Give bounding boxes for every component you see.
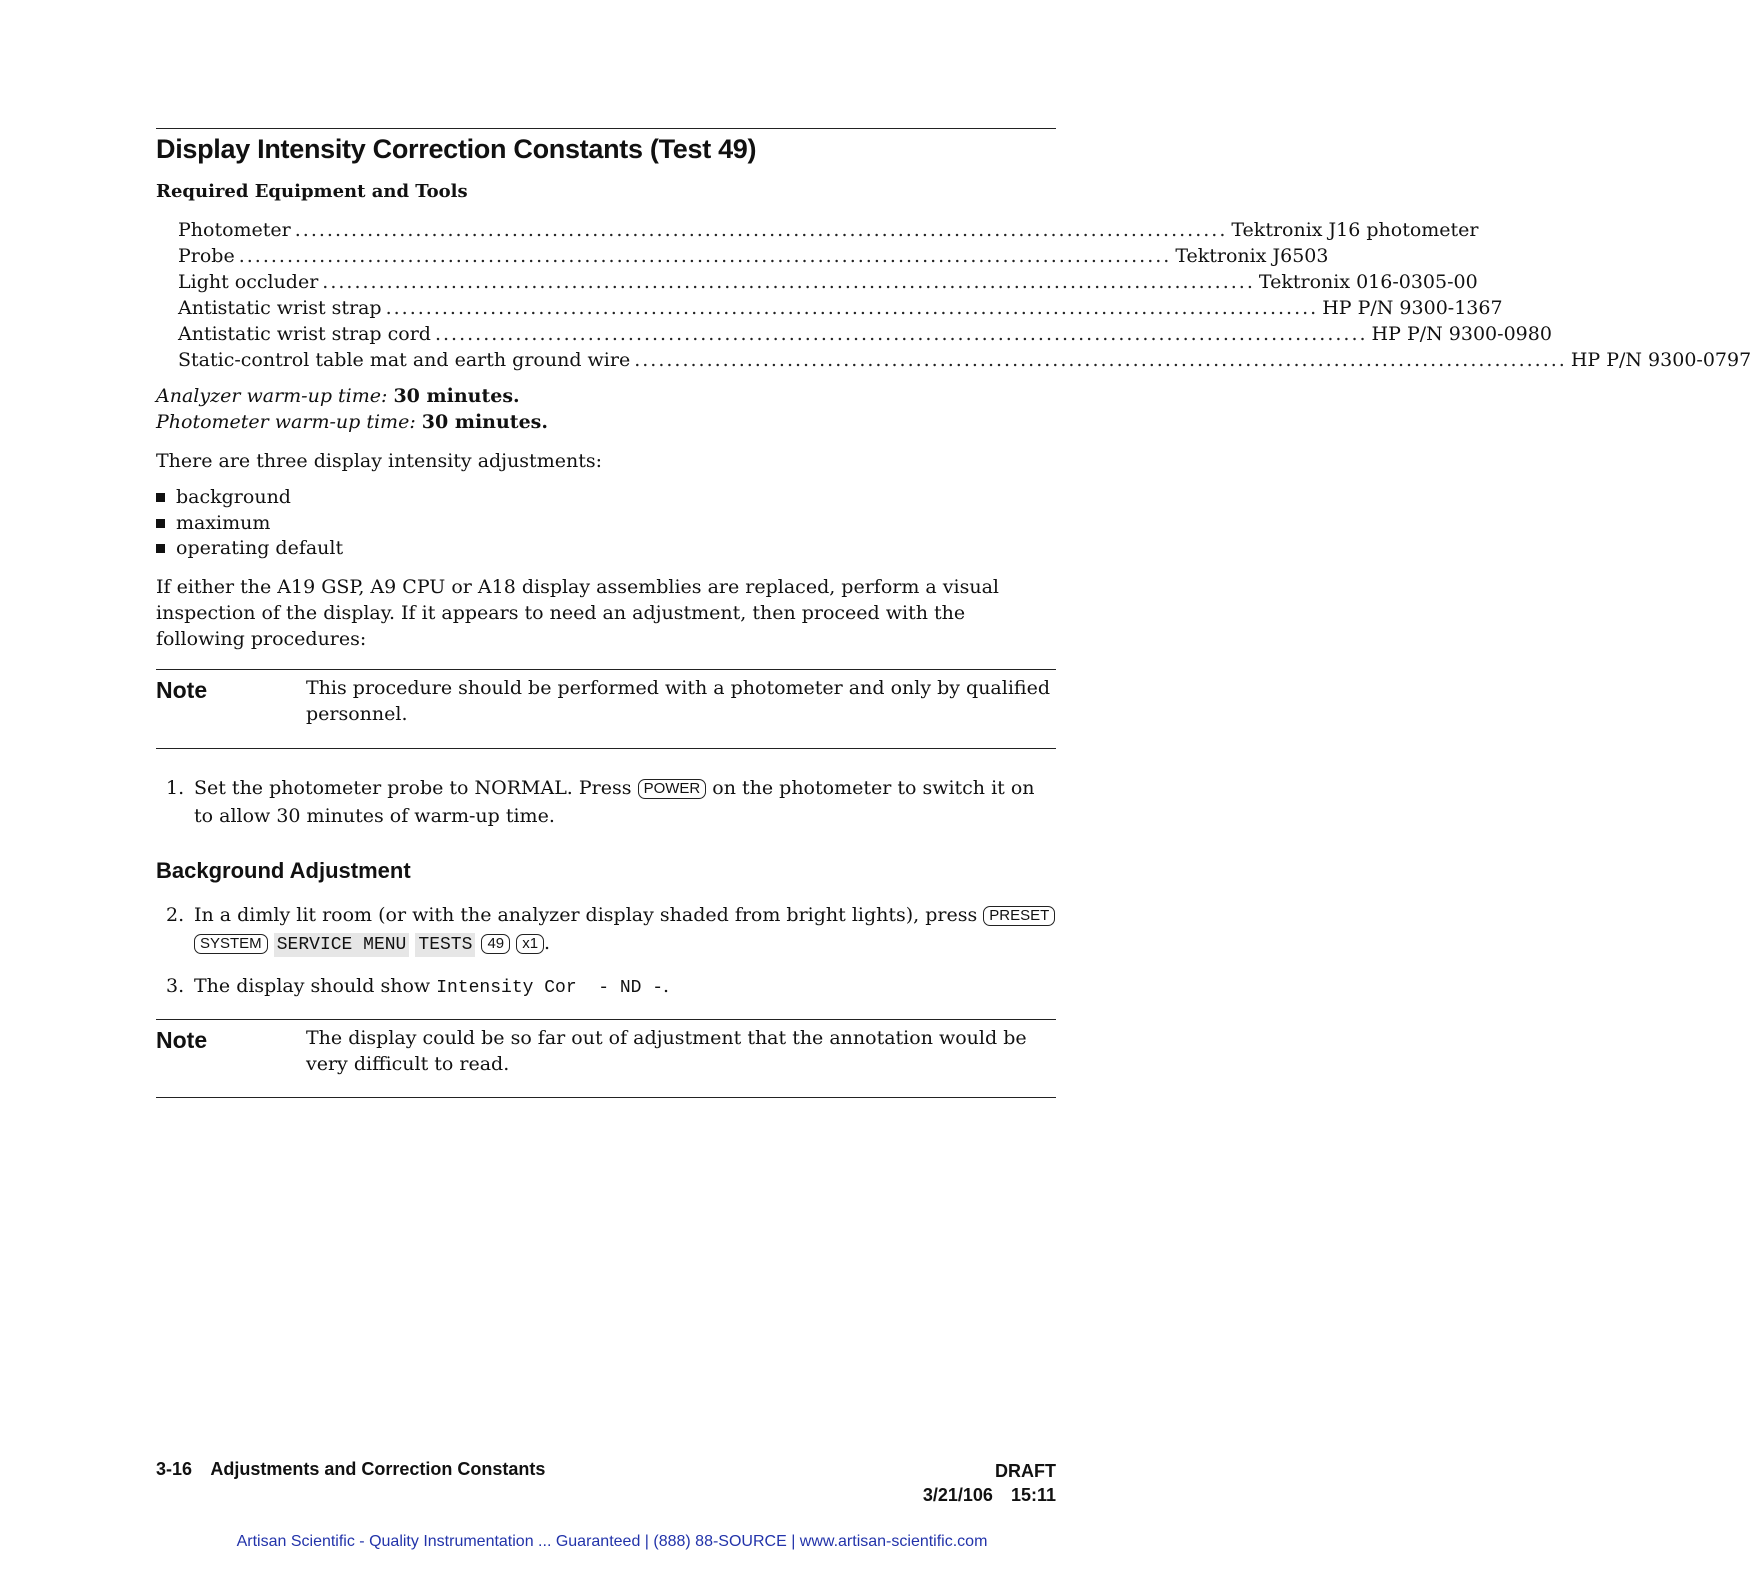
step-text: The display should show	[194, 975, 431, 997]
note-top-rule	[156, 1019, 1056, 1020]
step-text: Set the photometer probe to NORMAL. Press	[194, 777, 632, 799]
step-end: .	[544, 932, 551, 954]
dot-leader: ....................................................................................................................	[385, 297, 1319, 319]
equipment-row	[178, 243, 1329, 269]
section-title: Display Intensity Correction Constants (Test 49)	[156, 134, 757, 164]
step-number: 2.	[166, 904, 185, 926]
key-49[interactable]: 49	[481, 934, 510, 954]
list-item-text: operating default	[176, 537, 344, 559]
equipment-row	[178, 321, 1552, 347]
note-text: This procedure should be performed with a photometer and only by qualified personnel.	[306, 677, 1050, 725]
equipment-name: Probe	[178, 245, 235, 267]
equipment-row	[178, 217, 1479, 243]
page-number: 3-16	[156, 1459, 193, 1479]
note-bottom-rule	[156, 748, 1056, 749]
bullet-square-icon	[156, 519, 165, 528]
note-label: Note	[156, 1027, 208, 1053]
photometer-warmup-label: Photometer warm-up time:	[156, 411, 416, 433]
procedure-paragraph: If either the A19 GSP, A9 CPU or A18 display assemblies are replaced, perform a visual inspection of the display. If it appears to need an adjustment, then proceed with the following procedures:	[156, 576, 999, 650]
step-2	[166, 901, 1056, 957]
footer-section-title: Adjustments and Correction Constants	[210, 1459, 546, 1479]
required-equipment-heading: Required Equipment and Tools	[156, 181, 468, 202]
display-readout: Intensity Cor - ND -	[436, 978, 664, 998]
note-label: Note	[156, 677, 208, 703]
equipment-value: Tektronix J6503	[1175, 245, 1329, 267]
warmup-times	[156, 383, 548, 435]
dot-leader: ....................................................................................................................	[294, 219, 1228, 241]
vendor-banner-link[interactable]: Artisan Scientific - Quality Instrumentation ... Guaranteed | (888) 88-SOURCE | www.artisan-scientific.com	[236, 1533, 988, 1550]
step-body	[194, 972, 1056, 1002]
equipment-row	[178, 269, 1478, 295]
step-3	[166, 972, 1056, 1002]
step-number: 1.	[166, 777, 185, 799]
equipment-name: Antistatic wrist strap	[178, 297, 382, 319]
service-menu-softkey[interactable]: SERVICE MENU	[274, 933, 410, 957]
dot-leader: ....................................................................................................................	[322, 271, 1255, 293]
system-key[interactable]: SYSTEM	[194, 934, 268, 954]
step-1	[166, 774, 1056, 830]
note-top-rule	[156, 669, 1056, 670]
analyzer-warmup-label: Analyzer warm-up time:	[156, 385, 388, 407]
equipment-value: HP P/N 9300-0797	[1570, 349, 1751, 371]
equipment-name: Photometer	[178, 219, 291, 241]
bullet-square-icon	[156, 544, 165, 553]
footer-time: 15:11	[1010, 1485, 1056, 1505]
bullet-square-icon	[156, 493, 165, 502]
key-x1[interactable]: x1	[516, 934, 544, 954]
step-text: In a dimly lit room (or with the analyzer display shaded from bright lights), press	[194, 904, 978, 926]
tests-softkey[interactable]: TESTS	[415, 933, 475, 957]
step-body	[194, 774, 1056, 830]
equipment-name: Static-control table mat and earth ground wire	[178, 349, 631, 371]
top-rule	[156, 128, 1056, 129]
equipment-value: Tektronix J16 photometer	[1231, 219, 1479, 241]
equipment-value: HP P/N 9300-1367	[1322, 297, 1503, 319]
equipment-row	[178, 295, 1503, 321]
step-end: .	[663, 975, 670, 997]
preset-key[interactable]: PRESET	[983, 906, 1055, 926]
dot-leader: ....................................................................................................................	[634, 349, 1567, 371]
draft-label: DRAFT	[995, 1461, 1056, 1481]
equipment-name: Antistatic wrist strap cord	[178, 323, 431, 345]
adjustment-list	[156, 485, 343, 562]
background-adjustment-heading: Background Adjustment	[156, 858, 411, 883]
footer-right	[923, 1459, 1056, 1507]
analyzer-warmup-value: 30 minutes.	[393, 385, 520, 407]
list-item	[156, 485, 343, 511]
list-item-text: maximum	[176, 511, 271, 534]
step-number: 3.	[166, 975, 185, 997]
list-item-text: background	[176, 486, 291, 508]
list-item	[156, 536, 343, 562]
equipment-list	[178, 217, 1751, 373]
equipment-value: HP P/N 9300-0980	[1371, 323, 1552, 345]
step-body	[194, 901, 1056, 957]
intro-text: There are three display intensity adjustments:	[156, 450, 602, 472]
footer-left	[156, 1459, 545, 1480]
photometer-warmup-value: 30 minutes.	[421, 411, 548, 433]
footer-date: 3/21/106	[922, 1485, 993, 1505]
note-bottom-rule	[156, 1097, 1056, 1098]
analyzer-warmup	[156, 383, 548, 409]
dot-leader: ....................................................................................................................	[238, 245, 1172, 267]
power-key[interactable]: POWER	[638, 779, 707, 799]
equipment-row	[178, 347, 1751, 373]
note-text: The display could be so far out of adjustment that the annotation would be very difficult to read.	[306, 1027, 1027, 1075]
equipment-name: Light occluder	[178, 271, 319, 293]
step-text: on the photometer to switch it on to allow 30 minutes of warm-up time.	[194, 777, 1035, 827]
footer-datetime	[923, 1483, 1056, 1507]
equipment-value: Tektronix 016-0305-00	[1258, 271, 1478, 293]
list-item	[156, 511, 343, 537]
dot-leader: ....................................................................................................................	[434, 323, 1368, 345]
photometer-warmup	[156, 409, 548, 435]
